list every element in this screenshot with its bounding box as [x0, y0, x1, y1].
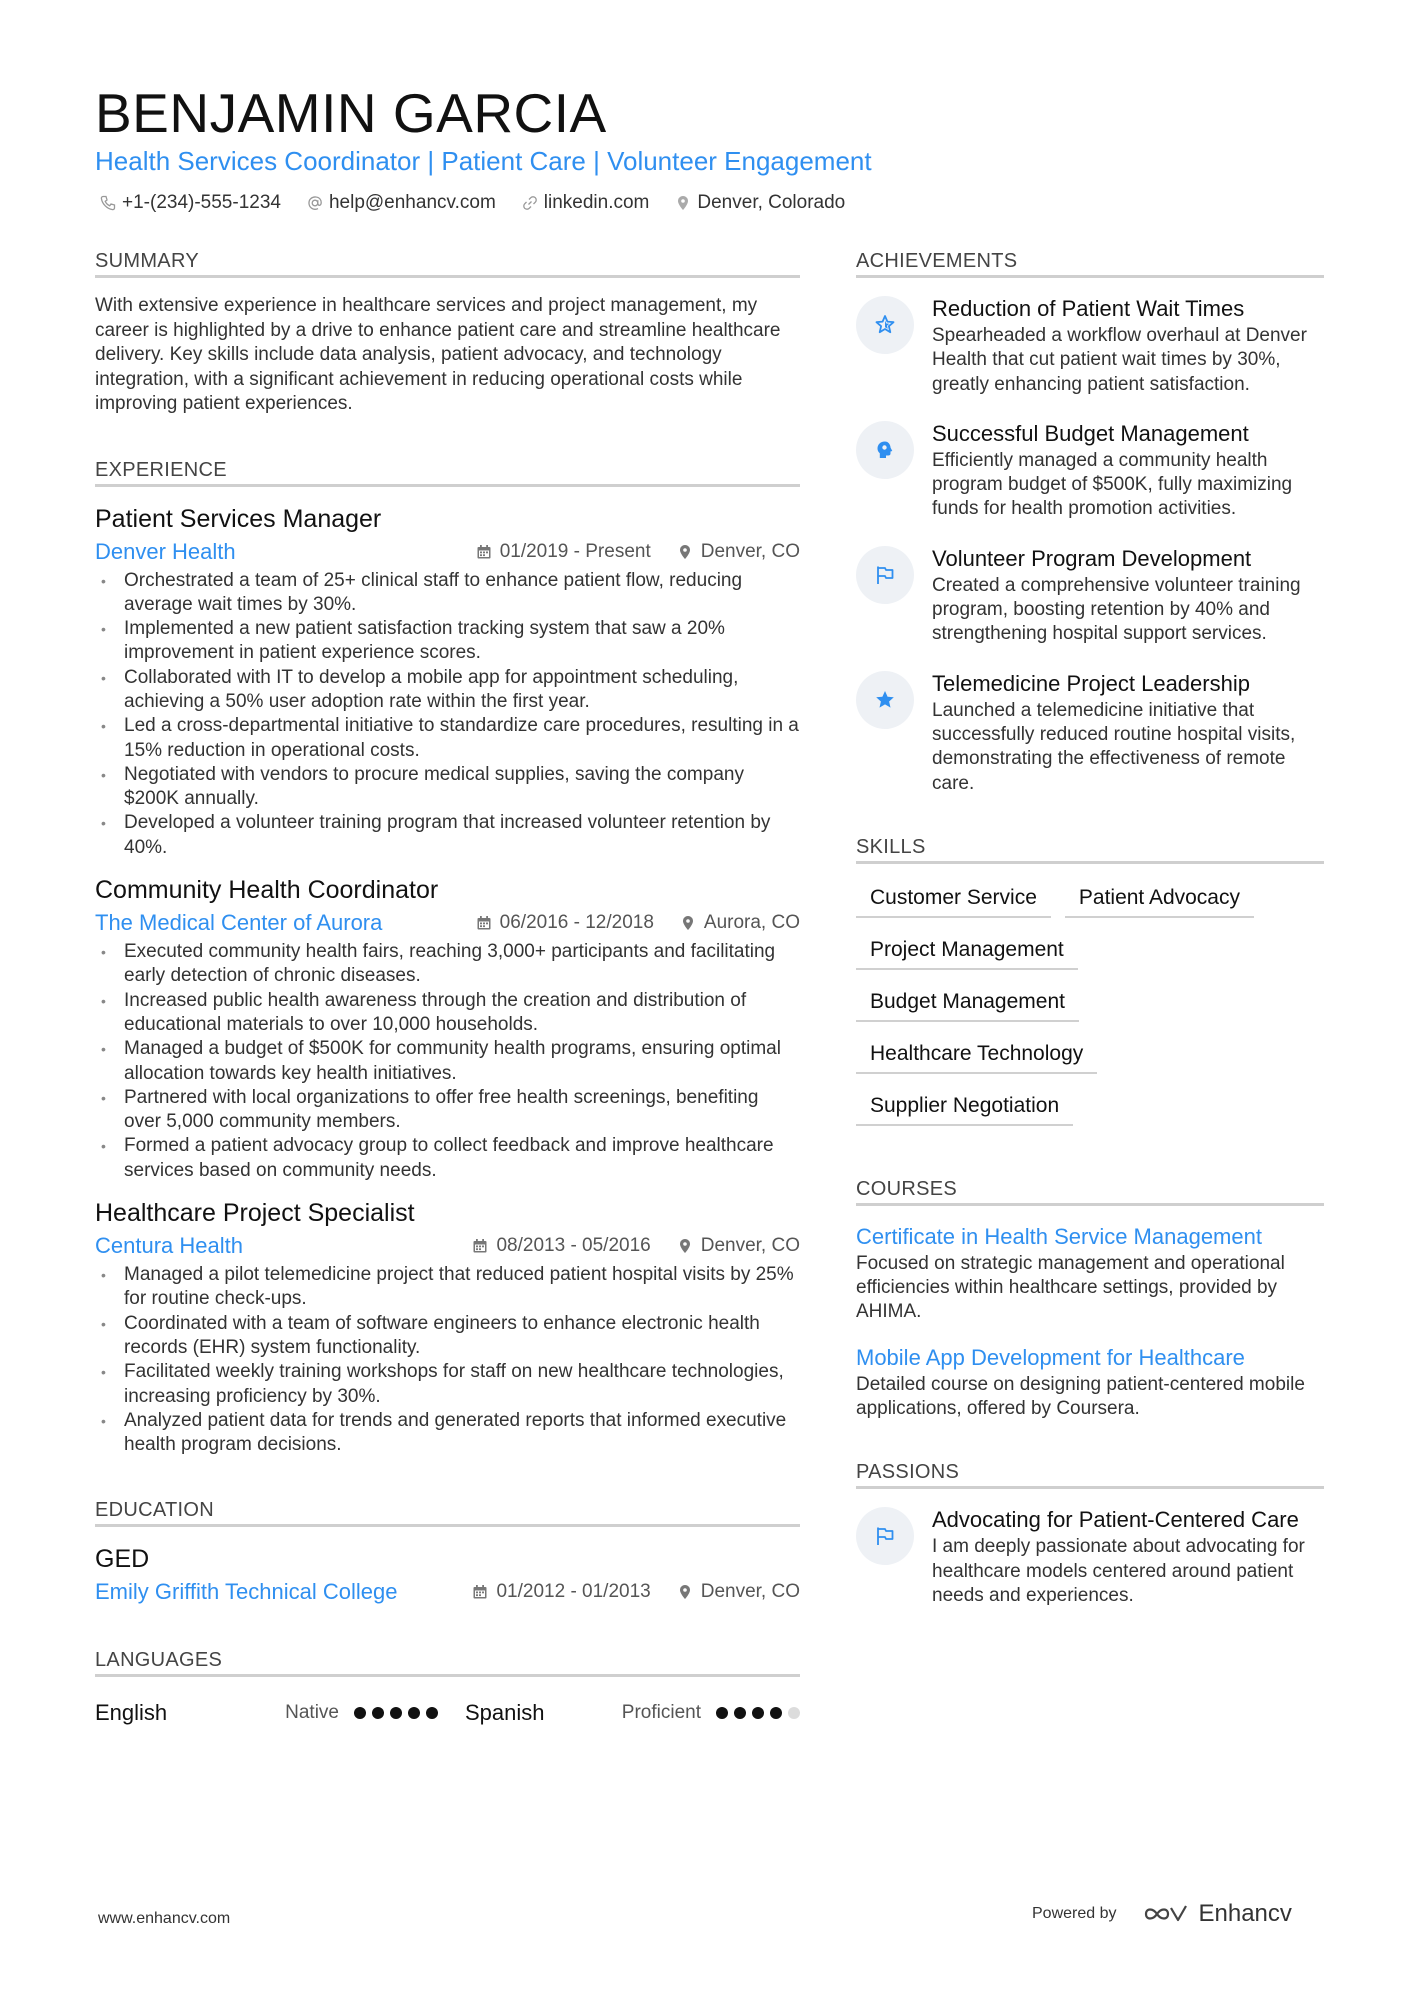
job-dates: 01/2019 - Present [499, 540, 651, 562]
language-name: English [95, 1700, 168, 1726]
rating-dot [788, 1707, 800, 1719]
job-meta [95, 906, 800, 940]
language-item [95, 1700, 465, 1726]
location-text: Denver, Colorado [697, 192, 846, 213]
bullet-item: • Coordinated with a team of software engineers to enhance electronic health records (EHR) system functionality. [95, 1312, 800, 1361]
phone-icon [100, 195, 116, 211]
star-icon [873, 688, 897, 712]
powered-by-label: Powered by [1032, 1905, 1117, 1922]
achievement-desc: Spearheaded a workflow overhaul at Denver Health that cut patient wait times by 30%, greatly enhancing patient satisfaction. [932, 325, 1307, 395]
link-icon [522, 195, 538, 211]
achievement-desc: Created a comprehensive volunteer training program, boosting retention by 40% and strengthening hospital support services. [932, 574, 1301, 645]
rating-dot [426, 1707, 438, 1719]
company-name: Centura Health [95, 1233, 243, 1259]
experience-heading: EXPERIENCE [95, 459, 800, 487]
skill-tag: Healthcare Technology [856, 1036, 1097, 1074]
contact-email[interactable] [307, 192, 496, 214]
flag-icon [873, 563, 897, 587]
achievements-heading: ACHIEVEMENTS [856, 250, 1324, 278]
languages-row [95, 1693, 800, 1733]
bullet-item: • Negotiated with vendors to procure medical supplies, saving the company $200K annually. [95, 763, 800, 812]
education-dates: 01/2012 - 01/2013 [496, 1581, 651, 1603]
calendar-icon [472, 1238, 488, 1254]
passions-heading: PASSIONS [856, 1461, 1324, 1489]
location-pin-icon [680, 915, 696, 931]
course-desc: Detailed course on designing patient-centered mobile applications, offered by Coursera. [856, 1373, 1305, 1420]
rating-dot [770, 1707, 782, 1719]
job-location: Denver, CO [700, 1235, 800, 1257]
bullet-item: • Led a cross-departmental initiative to standardize care procedures, resulting in a 15% reduction in operational costs. [95, 714, 800, 763]
courses-heading: COURSES [856, 1178, 1324, 1206]
language-level: Proficient [621, 1702, 701, 1724]
rating-dot [734, 1707, 746, 1719]
job-dates: 06/2016 - 12/2018 [499, 912, 654, 934]
bullet-item: • Managed a budget of $500K for community health programs, ensuring optimal allocation towards key health initiatives. [95, 1037, 800, 1086]
contact-linkedin[interactable] [522, 192, 650, 214]
candidate-name: BENJAMIN GARCIA [95, 82, 607, 144]
skill-tag: Customer Service [856, 880, 1051, 918]
passion-desc: I am deeply passionate about advocating for healthcare models centered around patient needs and experiences. [932, 1536, 1305, 1606]
passion-title: Advocating for Patient-Centered Care [932, 1507, 1299, 1533]
skill-tag: Supplier Negotiation [856, 1088, 1073, 1126]
summary-text: With extensive experience in healthcare services and project management, my career is highlighted by a drive to enhance patient care and streamline healthcare delivery. Key skills include data analysis, patient advocacy, and technology integration, with a significant achievement in reducing operational costs while improving patient experiences. [95, 295, 781, 414]
contact-location [675, 192, 845, 214]
course-item [856, 1222, 1324, 1325]
languages-heading: LANGUAGES [95, 1649, 800, 1677]
job-title: Community Health Coordinator [95, 876, 439, 905]
language-rating [716, 1707, 800, 1719]
bullet-item: • Facilitated weekly training workshops for staff on new healthcare technologies, increasing proficiency by 30%. [95, 1360, 800, 1409]
rating-dot [372, 1707, 384, 1719]
rating-dot [408, 1707, 420, 1719]
job-location: Aurora, CO [703, 912, 800, 934]
email-text: help@enhancv.com [328, 192, 496, 213]
at-icon [307, 195, 323, 211]
passion-item [856, 1505, 1324, 1608]
company-name: The Medical Center of Aurora [95, 910, 383, 936]
school-name: Emily Griffith Technical College [95, 1579, 398, 1605]
job-entry [95, 874, 800, 1183]
contact-bar [100, 192, 845, 214]
bullet-item: • Developed a volunteer training program that increased volunteer retention by 40%. [95, 811, 800, 860]
achievement-title: Successful Budget Management [932, 420, 1249, 446]
course-item [856, 1343, 1324, 1422]
footer-branding [1032, 1900, 1292, 1928]
education-meta [95, 1575, 800, 1609]
language-item [465, 1700, 800, 1726]
calendar-icon [472, 1584, 488, 1600]
education-degree: GED [95, 1545, 150, 1574]
achievement-title: Reduction of Patient Wait Times [932, 296, 1245, 321]
skills-list [856, 880, 1324, 1126]
achievement-item [856, 544, 1324, 647]
course-desc: Focused on strategic management and operational efficiencies within healthcare settings, provided by AHIMA. [856, 1252, 1285, 1323]
job-dates: 08/2013 - 05/2016 [496, 1235, 651, 1257]
location-pin-icon [677, 1238, 693, 1254]
skill-tag: Budget Management [856, 984, 1079, 1022]
brand-logo[interactable] [1143, 1900, 1292, 1928]
enhancv-logo-icon [1143, 1902, 1189, 1926]
candidate-title: Health Services Coordinator | Patient Care | Volunteer Engagement [95, 146, 872, 176]
bullet-item: • Orchestrated a team of 25+ clinical staff to enhance patient flow, reducing average wait times by 30%. [95, 569, 800, 618]
star-badge-icon [873, 313, 897, 337]
rating-dot [390, 1707, 402, 1719]
linkedin-text: linkedin.com [543, 192, 650, 213]
calendar-icon [476, 544, 492, 560]
bullet-item: • Managed a pilot telemedicine project that reduced patient hospital visits by 25% for routine check-ups. [95, 1263, 800, 1312]
bullet-item: • Executed community health fairs, reaching 3,000+ participants and facilitating early detection of chronic diseases. [95, 940, 800, 989]
company-name: Denver Health [95, 538, 236, 564]
achievement-desc: Launched a telemedicine initiative that successfully reduced routine hospital visits, demonstrating the effectiveness of remote care. [932, 699, 1296, 794]
calendar-icon [476, 915, 492, 931]
education-heading: EDUCATION [95, 1499, 800, 1527]
location-pin-icon [677, 544, 693, 560]
right-column [856, 250, 1324, 1630]
bullet-item: • Increased public health awareness through the creation and distribution of educational materials to over 10,000 households. [95, 989, 800, 1038]
rating-dot [716, 1707, 728, 1719]
footer-website[interactable]: www.enhancv.com [98, 1910, 231, 1927]
job-meta [95, 1229, 800, 1263]
course-title[interactable]: Mobile App Development for Healthcare [856, 1344, 1245, 1370]
phone-text: +1-(234)-555-1234 [122, 192, 281, 213]
skills-heading: SKILLS [856, 836, 1324, 864]
summary-heading: SUMMARY [95, 250, 800, 278]
job-title: Patient Services Manager [95, 504, 382, 533]
skill-tag: Project Management [856, 932, 1078, 970]
bullet-item: • Collaborated with IT to develop a mobile app for appointment scheduling, achieving a 50% user adoption rate within the first year. [95, 666, 800, 715]
skill-tag: Patient Advocacy [1065, 880, 1254, 918]
rating-dot [354, 1707, 366, 1719]
location-pin-icon [675, 195, 691, 211]
job-bullets [95, 1263, 800, 1457]
location-pin-icon [677, 1584, 693, 1600]
bullet-item: • Formed a patient advocacy group to collect feedback and improve healthcare services based on community needs. [95, 1134, 800, 1183]
job-bullets [95, 569, 800, 861]
job-entry [95, 503, 800, 861]
language-level: Native [285, 1702, 339, 1724]
brain-icon [873, 438, 897, 462]
bullet-item: • Implemented a new patient satisfaction tracking system that saw a 20% improvement in patient experience scores. [95, 617, 800, 666]
bullet-item: • Partnered with local organizations to offer free health screenings, benefiting over 5,000 community members. [95, 1086, 800, 1135]
achievement-desc: Efficiently managed a community health program budget of $500K, fully maximizing funds for health promotion activities. [932, 449, 1293, 520]
job-location: Denver, CO [700, 540, 800, 562]
job-title: Healthcare Project Specialist [95, 1199, 415, 1228]
flag-icon [873, 1524, 897, 1548]
achievement-title: Volunteer Program Development [932, 545, 1252, 571]
course-title[interactable]: Certificate in Health Service Management [856, 1223, 1262, 1249]
contact-phone[interactable] [100, 192, 281, 214]
achievement-item [856, 419, 1324, 522]
language-name: Spanish [465, 1700, 545, 1726]
achievement-item [856, 294, 1324, 397]
achievement-title: Telemedicine Project Leadership [932, 670, 1250, 696]
job-bullets [95, 940, 800, 1183]
job-entry [95, 1197, 800, 1457]
job-meta [95, 535, 800, 569]
achievement-item [856, 669, 1324, 796]
left-column [95, 250, 800, 1733]
education-location: Denver, CO [700, 1581, 800, 1603]
language-rating [354, 1707, 438, 1719]
rating-dot [752, 1707, 764, 1719]
bullet-item: • Analyzed patient data for trends and generated reports that informed executive health program decisions. [95, 1409, 800, 1458]
brand-name: Enhancv [1198, 1900, 1292, 1927]
